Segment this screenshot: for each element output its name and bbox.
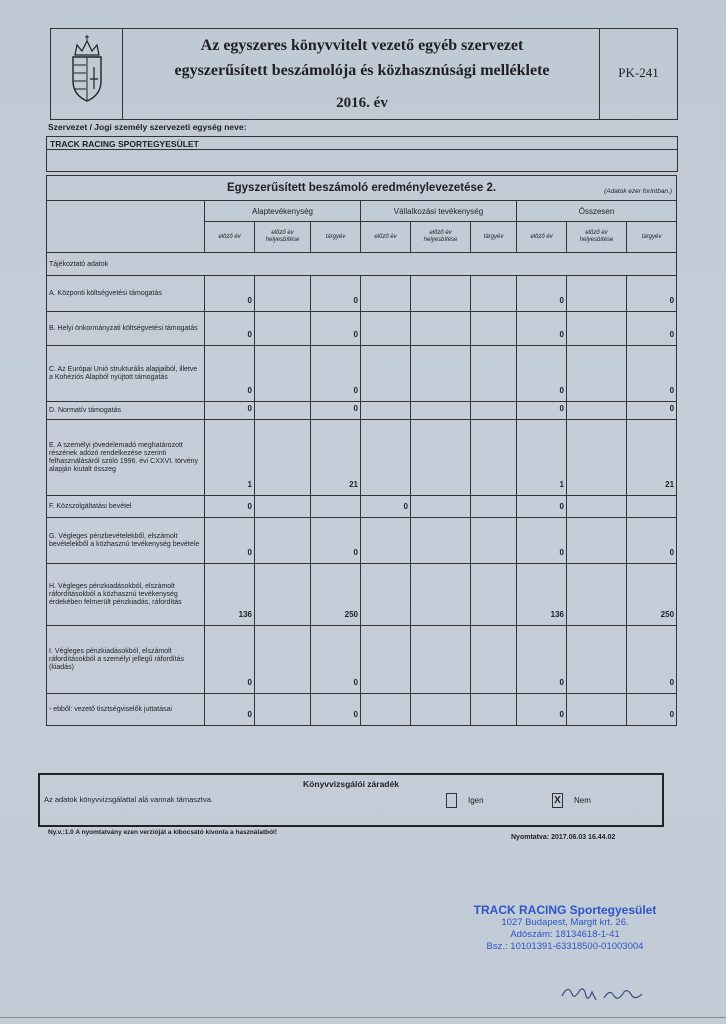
value-cell bbox=[567, 402, 627, 420]
value-cell: 136 bbox=[205, 564, 255, 626]
org-label: Szervezet / Jogi személy szervezeti egység neve: bbox=[48, 122, 247, 132]
value-cell: 0 bbox=[627, 518, 677, 564]
title-line-2: egyszerűsített beszámolója és közhasznúsági melléklete bbox=[174, 62, 550, 79]
value-cell: 0 bbox=[205, 276, 255, 312]
coat-of-arms-icon bbox=[51, 29, 123, 119]
subheader: tárgyév bbox=[471, 222, 517, 253]
row-label: C. Az Európai Unió strukturális alapjaiból, illetve a Kohéziós Alapból nyújtott támogatás bbox=[47, 346, 205, 402]
table-row bbox=[47, 496, 677, 518]
value-cell bbox=[255, 346, 311, 402]
value-cell: 0 bbox=[311, 402, 361, 420]
value-cell bbox=[255, 276, 311, 312]
group-header: Vállalkozási tevékenység bbox=[361, 201, 517, 222]
value-cell bbox=[361, 312, 411, 346]
row-label: F. Közszolgáltatási bevétel bbox=[47, 496, 205, 518]
value-cell bbox=[411, 420, 471, 496]
subheader: előző év helyesbítése bbox=[255, 222, 311, 253]
group-header: Alaptevékenység bbox=[205, 201, 361, 222]
value-cell: 0 bbox=[205, 496, 255, 518]
subheader: előző év bbox=[361, 222, 411, 253]
value-cell bbox=[411, 518, 471, 564]
value-cell bbox=[411, 626, 471, 694]
value-cell bbox=[411, 694, 471, 726]
value-cell: 136 bbox=[517, 564, 567, 626]
value-cell bbox=[361, 518, 411, 564]
value-cell: 0 bbox=[205, 626, 255, 694]
value-cell bbox=[471, 496, 517, 518]
value-cell: 0 bbox=[311, 312, 361, 346]
subheader: tárgyév bbox=[311, 222, 361, 253]
value-cell: 0 bbox=[205, 518, 255, 564]
table-row bbox=[47, 346, 677, 402]
row-label: D. Normatív támogatás bbox=[47, 402, 205, 420]
income-statement-table bbox=[46, 175, 677, 726]
value-cell: 0 bbox=[517, 518, 567, 564]
value-cell: 0 bbox=[517, 496, 567, 518]
value-cell bbox=[411, 496, 471, 518]
value-cell bbox=[411, 346, 471, 402]
value-cell bbox=[567, 564, 627, 626]
value-cell bbox=[411, 564, 471, 626]
value-cell bbox=[471, 402, 517, 420]
value-cell bbox=[255, 312, 311, 346]
row-label: A. Központi költségvetési támogatás bbox=[47, 276, 205, 312]
audit-clause-box bbox=[38, 773, 664, 827]
value-cell: 0 bbox=[627, 402, 677, 420]
value-cell bbox=[567, 626, 627, 694]
value-cell bbox=[567, 276, 627, 312]
print-timestamp: Nyomtatva: 2017.06.03 16.44.02 bbox=[511, 834, 616, 841]
value-cell bbox=[361, 276, 411, 312]
subheader: előző év bbox=[517, 222, 567, 253]
value-cell: 0 bbox=[517, 402, 567, 420]
value-cell: 0 bbox=[517, 626, 567, 694]
table-row bbox=[47, 694, 677, 726]
value-cell: 0 bbox=[627, 626, 677, 694]
audit-statement: Az adatok könyvvizsgálattal alá vannak támasztva. bbox=[44, 795, 213, 804]
form-title bbox=[123, 29, 601, 119]
value-cell bbox=[627, 496, 677, 518]
value-cell bbox=[361, 420, 411, 496]
organization-stamp bbox=[450, 903, 680, 953]
value-cell bbox=[471, 346, 517, 402]
value-cell: 21 bbox=[627, 420, 677, 496]
value-cell: 0 bbox=[517, 694, 567, 726]
group-header: Összesen bbox=[517, 201, 677, 222]
value-cell bbox=[567, 420, 627, 496]
value-cell: 0 bbox=[361, 496, 411, 518]
value-cell: 0 bbox=[205, 402, 255, 420]
row-label: G. Végleges pénzbevételekből, elszámolt bevételekből a közhasznú tevékenység bevétele bbox=[47, 518, 205, 564]
table-title-text: Egyszerűsített beszámoló eredménylevezetése 2. bbox=[226, 182, 497, 194]
value-cell: 0 bbox=[205, 694, 255, 726]
value-cell bbox=[567, 694, 627, 726]
year-label: 2016. év bbox=[336, 95, 388, 111]
section-label: Tájékoztató adatok bbox=[47, 253, 677, 276]
value-cell bbox=[471, 420, 517, 496]
yes-label: Igen bbox=[468, 796, 484, 805]
table-row bbox=[47, 518, 677, 564]
value-cell bbox=[567, 312, 627, 346]
value-cell: 0 bbox=[627, 346, 677, 402]
stamp-tax: Adószám: 18134618-1-41 bbox=[510, 929, 620, 940]
header-blank bbox=[47, 201, 205, 253]
value-cell bbox=[567, 346, 627, 402]
value-cell bbox=[471, 626, 517, 694]
table-row bbox=[47, 626, 677, 694]
value-cell bbox=[255, 518, 311, 564]
value-cell bbox=[471, 312, 517, 346]
value-cell bbox=[471, 694, 517, 726]
value-cell bbox=[567, 496, 627, 518]
value-cell bbox=[255, 496, 311, 518]
table-row bbox=[47, 402, 677, 420]
value-cell: 0 bbox=[311, 346, 361, 402]
value-cell bbox=[361, 402, 411, 420]
value-cell: 250 bbox=[627, 564, 677, 626]
no-checkbox[interactable]: X bbox=[552, 793, 563, 808]
table-row bbox=[47, 312, 677, 346]
value-cell: 0 bbox=[517, 346, 567, 402]
value-cell bbox=[471, 276, 517, 312]
stamp-bank: Bsz.: 10101391-63318500-01003004 bbox=[486, 941, 644, 952]
value-cell bbox=[311, 496, 361, 518]
value-cell bbox=[255, 694, 311, 726]
row-label: H. Végleges pénzkiadásokból, elszámolt ráfordításokból a közhasznú tevékenység érdekében felmerült pénzkiadás, ráfordítás bbox=[47, 564, 205, 626]
value-cell bbox=[255, 564, 311, 626]
audit-title: Könyvvizsgálói záradék bbox=[303, 779, 399, 789]
value-cell bbox=[361, 694, 411, 726]
signature bbox=[558, 978, 668, 1008]
subheader: előző év bbox=[205, 222, 255, 253]
value-cell: 1 bbox=[517, 420, 567, 496]
table-title bbox=[47, 176, 677, 201]
subheader: előző év helyesbítése bbox=[567, 222, 627, 253]
row-label: - ebből: vezető tisztségviselők juttatásai bbox=[47, 694, 205, 726]
value-cell: 0 bbox=[311, 276, 361, 312]
value-cell bbox=[411, 312, 471, 346]
subheader: tárgyév bbox=[627, 222, 677, 253]
no-label: Nem bbox=[574, 796, 591, 805]
stamp-name: TRACK RACING Sportegyesület bbox=[473, 903, 657, 917]
value-cell bbox=[411, 402, 471, 420]
value-cell: 0 bbox=[627, 312, 677, 346]
table-row bbox=[47, 564, 677, 626]
value-cell bbox=[361, 626, 411, 694]
row-label: B. Helyi önkormányzati költségvetési támogatás bbox=[47, 312, 205, 346]
form-code: PK-241 bbox=[599, 29, 677, 119]
form-header bbox=[50, 28, 678, 120]
value-cell: 250 bbox=[311, 564, 361, 626]
page-bottom-edge bbox=[0, 1017, 726, 1018]
value-cell: 0 bbox=[205, 346, 255, 402]
value-cell: 0 bbox=[311, 626, 361, 694]
title-line-1: Az egyszeres könyvvitelt vezető egyéb szervezet bbox=[200, 37, 524, 54]
value-cell: 0 bbox=[517, 312, 567, 346]
stamp-address: 1027 Budapest, Margit krt. 26. bbox=[501, 917, 629, 928]
value-cell: 0 bbox=[205, 312, 255, 346]
value-cell: 0 bbox=[517, 276, 567, 312]
org-box bbox=[46, 136, 678, 172]
table-row bbox=[47, 420, 677, 496]
value-cell: 0 bbox=[311, 694, 361, 726]
version-note: Ny.v.:1.0 A nyomtatvány ezen verzióját a kibocsátó kivonta a használatból! bbox=[48, 829, 278, 836]
value-cell: 0 bbox=[627, 276, 677, 312]
value-cell: 1 bbox=[205, 420, 255, 496]
row-label: I. Végleges pénzkiadásokból, elszámolt ráfordításokból a személyi jellegű ráfordítás (kiadás) bbox=[47, 626, 205, 694]
yes-checkbox[interactable] bbox=[446, 793, 457, 808]
value-cell bbox=[255, 420, 311, 496]
value-cell bbox=[255, 402, 311, 420]
row-label: E. A személyi jövedelemadó meghatározott részének adózó rendelkezése szerinti felhasználásáról szóló 1996. évi CXXVI. törvény alapján kiutalt összeg bbox=[47, 420, 205, 496]
unit-note: (Adatok ezer forintban.) bbox=[604, 188, 673, 195]
value-cell bbox=[411, 276, 471, 312]
org-name: TRACK RACING SPORTEGYESÜLET bbox=[50, 139, 199, 149]
value-cell bbox=[255, 626, 311, 694]
table-row bbox=[47, 276, 677, 312]
value-cell bbox=[471, 564, 517, 626]
value-cell bbox=[361, 564, 411, 626]
value-cell bbox=[567, 518, 627, 564]
value-cell: 21 bbox=[311, 420, 361, 496]
value-cell: 0 bbox=[627, 694, 677, 726]
value-cell bbox=[361, 346, 411, 402]
value-cell: 0 bbox=[311, 518, 361, 564]
org-divider bbox=[47, 149, 677, 150]
subheader: előző év helyesbítése bbox=[411, 222, 471, 253]
value-cell bbox=[471, 518, 517, 564]
